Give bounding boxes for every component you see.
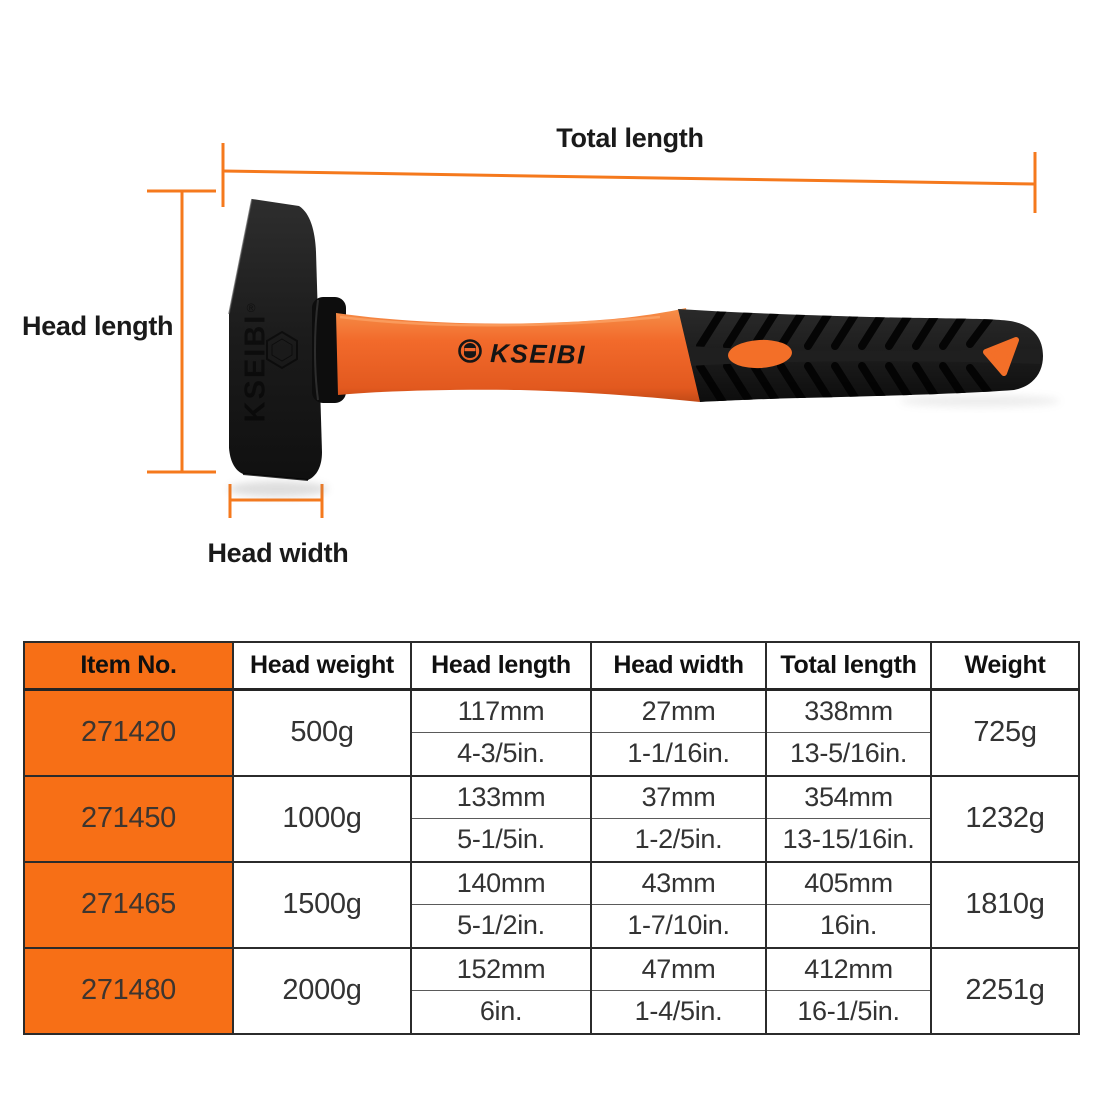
head-length-in-cell: 4-3/5in. xyxy=(411,733,591,776)
total-length-in-cell: 13-5/16in. xyxy=(766,733,931,776)
head-engraving-text: KSEIBI xyxy=(239,313,272,423)
head-width-in-cell: 1-2/5in. xyxy=(591,819,766,862)
total-length-label: Total length xyxy=(556,123,704,153)
hammer-head xyxy=(229,199,322,480)
hammer-handle xyxy=(336,308,700,402)
head-length-mm-cell: 117mm xyxy=(411,690,591,733)
header-head-length: Head length xyxy=(411,642,591,690)
head-width-in-cell: 1-1/16in. xyxy=(591,733,766,776)
header-head-width: Head width xyxy=(591,642,766,690)
item-no-cell: 271465 xyxy=(24,862,233,948)
total-length-mm-cell: 338mm xyxy=(766,690,931,733)
head-length-mm-cell: 152mm xyxy=(411,948,591,991)
head-width-mm-cell: 47mm xyxy=(591,948,766,991)
head-width-in-cell: 1-4/5in. xyxy=(591,991,766,1034)
weight-cell: 1232g xyxy=(931,776,1079,862)
head-width-mm-cell: 43mm xyxy=(591,862,766,905)
weight-cell: 1810g xyxy=(931,862,1079,948)
header-total-length: Total length xyxy=(766,642,931,690)
total-length-in-cell: 16-1/5in. xyxy=(766,991,931,1034)
table-row xyxy=(24,948,1079,991)
weight-cell: 725g xyxy=(931,690,1079,776)
item-no-cell: 271420 xyxy=(24,690,233,776)
head-length-mm-cell: 140mm xyxy=(411,862,591,905)
head-width-mm-cell: 27mm xyxy=(591,690,766,733)
total-length-mm-cell: 412mm xyxy=(766,948,931,991)
weight-cell: 2251g xyxy=(931,948,1079,1034)
total-length-line xyxy=(223,171,1035,184)
spec-table xyxy=(23,641,1080,1035)
head-weight-cell: 1500g xyxy=(233,862,411,948)
grip-shadow xyxy=(900,395,1060,407)
head-length-mm-cell: 133mm xyxy=(411,776,591,819)
item-no-cell: 271480 xyxy=(24,948,233,1034)
head-shadow xyxy=(228,481,328,497)
table-row xyxy=(24,862,1079,905)
item-no-cell: 271450 xyxy=(24,776,233,862)
header-item-no: Item No. xyxy=(24,642,233,690)
header-head-weight: Head weight xyxy=(233,642,411,690)
total-length-in-cell: 13-15/16in. xyxy=(766,819,931,862)
head-width-in-cell: 1-7/10in. xyxy=(591,905,766,948)
total-length-mm-cell: 405mm xyxy=(766,862,931,905)
hammer-grip xyxy=(678,308,1043,404)
head-width-label: Head width xyxy=(207,538,349,568)
table-row xyxy=(24,776,1079,819)
head-length-label: Head length xyxy=(22,311,174,341)
head-registered-mark: ® xyxy=(246,301,256,315)
total-length-in-cell: 16in. xyxy=(766,905,931,948)
header-weight: Weight xyxy=(931,642,1079,690)
spec-table-header-row xyxy=(24,642,1079,690)
handle-brand-text: KSEIBI xyxy=(489,338,587,370)
head-length-in-cell: 6in. xyxy=(411,991,591,1034)
head-weight-cell: 500g xyxy=(233,690,411,776)
head-weight-cell: 2000g xyxy=(233,948,411,1034)
head-weight-cell: 1000g xyxy=(233,776,411,862)
head-length-in-cell: 5-1/2in. xyxy=(411,905,591,948)
total-length-mm-cell: 354mm xyxy=(766,776,931,819)
head-length-in-cell: 5-1/5in. xyxy=(411,819,591,862)
table-row xyxy=(24,690,1079,733)
head-width-mm-cell: 37mm xyxy=(591,776,766,819)
